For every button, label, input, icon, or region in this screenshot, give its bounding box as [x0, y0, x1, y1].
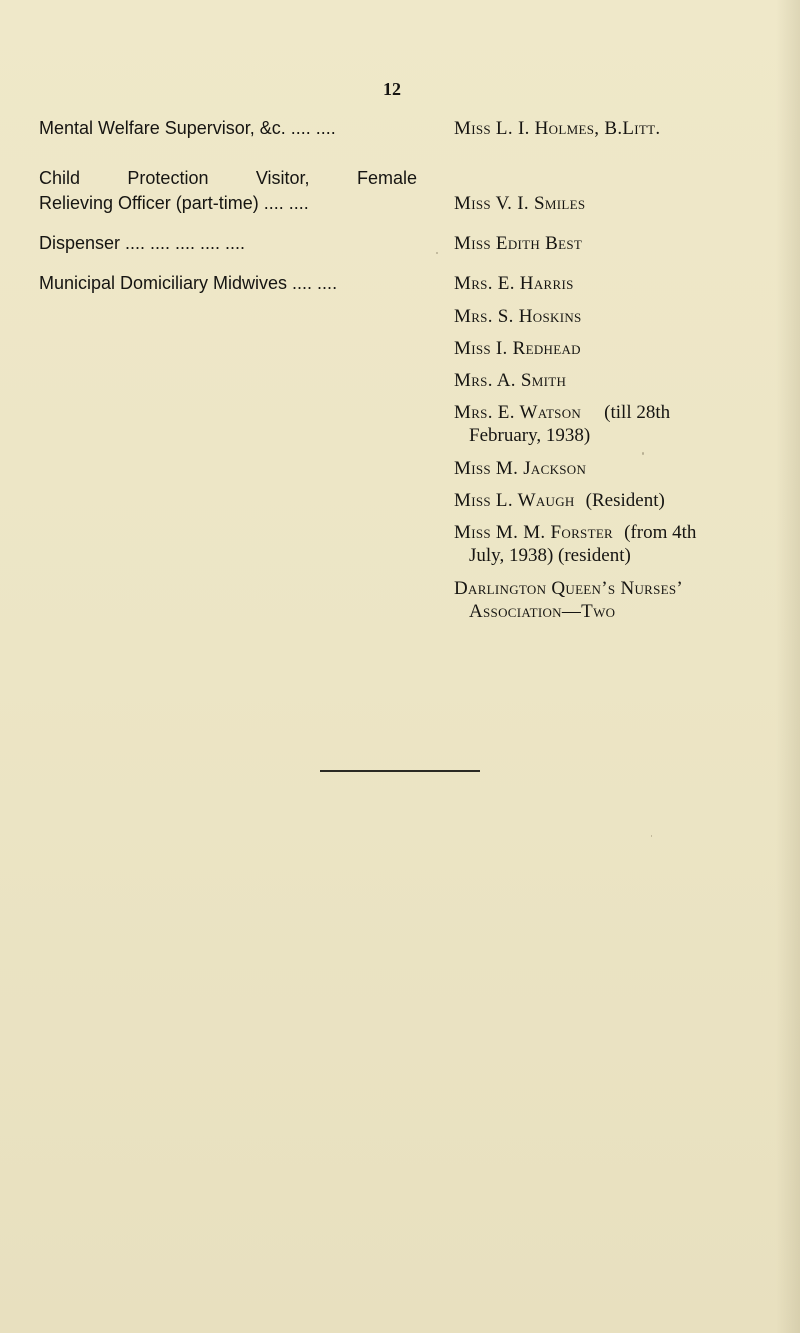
name-redhead: Miss I. Redhead [454, 338, 581, 359]
name-smiles: Miss V. I. Smiles [454, 193, 586, 214]
name-darlington-nurses-cont: Association—Two [469, 601, 616, 622]
role-dispenser: Dispenser .... .... .... .... .... [39, 233, 246, 253]
name-forster-text: Miss M. M. Forster [454, 522, 614, 543]
name-jackson: Miss M. Jackson [454, 458, 587, 479]
section-divider-rule [320, 770, 480, 772]
role-mental-welfare-supervisor: Mental Welfare Supervisor, &c. .... .... [39, 118, 336, 138]
name-waugh-text: Miss L. Waugh [454, 490, 575, 511]
name-best: Miss Edith Best [454, 233, 583, 254]
name-waugh-note: (Resident) [585, 490, 665, 511]
role-relieving-officer-line2: Relieving Officer (part-time) .... .... [39, 193, 309, 213]
role-child-protection-visitor-line1 [39, 167, 417, 190]
role-word-child: Child [39, 168, 81, 188]
name-holmes: Miss L. I. Holmes, B.Litt. [454, 118, 661, 139]
name-harris: Mrs. E. Harris [454, 273, 574, 294]
name-watson-note-cont: February, 1938) [469, 425, 591, 446]
name-smith: Mrs. A. Smith [454, 370, 567, 391]
role-word-protection: Protection [127, 168, 209, 188]
paper-speck [436, 252, 438, 254]
name-watson-text: Mrs. E. Watson [454, 402, 582, 423]
name-forster [454, 521, 696, 544]
name-watson [454, 401, 670, 424]
role-municipal-midwives: Municipal Domiciliary Midwives .... .... [39, 273, 338, 293]
paper-speck [651, 835, 652, 837]
role-word-visitor: Visitor, [255, 168, 310, 188]
name-waugh [454, 489, 665, 512]
name-forster-note-cont: July, 1938) (resident) [469, 545, 631, 566]
name-darlington-nurses: Darlington Queen’s Nurses’ [454, 578, 684, 599]
page-number: 12 [383, 79, 401, 99]
paper-speck [642, 452, 644, 455]
role-word-female: Female [356, 168, 417, 188]
name-hoskins: Mrs. S. Hoskins [454, 306, 582, 327]
name-forster-note: (from 4th [624, 522, 697, 543]
name-watson-note: (till 28th [604, 402, 671, 423]
